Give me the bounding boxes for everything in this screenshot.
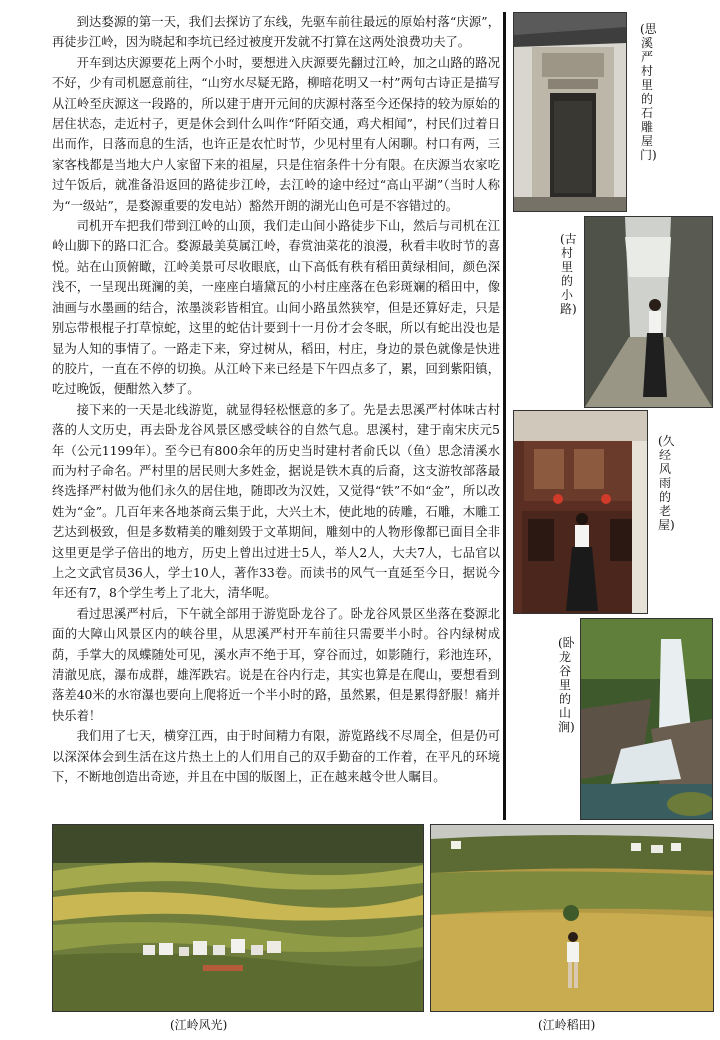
paragraph-2: 开车到达庆源要花上两个小时，要想进入庆源要先翻过江岭，加之山路的路况不好，少有司机愿意前往，“山穷水尽疑无路，柳暗花明又一村”两句古诗正是描写从江岭至庆源这一段路的，所以建于唐开元间的庆源村落至今还保持的较为原始的居住状态，走近村子，更是休会到什么叫作“阡陌交通，鸡犬相闻”，村民们过着日出而作，日落而息的生活，也许正是农忙时节，少见村里有人闲聊。村口有两，三家客栈都是当地大户人家留下来的祖屋，只是住宿条件十分有限。在庆源当农家吃过午饭后，就准备沿返回的路徒步江岭，去江岭的途中经过“高山平湖”（当时人称为“一级站”，是婺源重要的发电站）豁然开朗的湖光山色可是不容错过的。	[52, 55, 500, 213]
caption-village-alley: (古村里的小路)	[560, 232, 577, 316]
paragraph-3: 司机开车把我们带到江岭的山顶，我们走山间小路徒步下山，然后与司机在江岭山脚下的路口汇合。婺源最美莫属江岭，春赏油菜花的浪漫，秋看丰收时节的喜悦。站在山顶俯瞰，江岭美景可尽收眼底，山下高低有秩有稻田黄绿相间，颜色深浅不，一呈现出斑澜的美，一座座白墙黛瓦的小村庄座落在色彩斑斓的稻田中，像油画与水墨画的结合，浓墨淡彩皆相宜。山间小路虽然狭窄，但是还算好走，只是别忘带根棍子打草惊蛇，这里的蛇估计要到十一月份才会冬眠，所以有蛇出没也是显为人知的事情了。一路走下来，穿过树从，稻田，村庄，身边的景色就像是快进的胶片，一直在不停的切换。从江岭下来已经是下午四点多了，累，回到紫阳镇，吃过晚饭，便酣然入梦了。	[52, 219, 500, 397]
photo-stone-gate	[513, 12, 627, 212]
photo-village-alley	[584, 216, 713, 408]
column-divider	[503, 12, 506, 820]
caption-waterfall: (卧龙谷里的山涧)	[558, 636, 575, 734]
photo-jiangling-scenery	[52, 824, 424, 1012]
paragraph-5: 看过思溪严村后，下午就全部用于游览卧龙谷了。卧龙谷风景区坐落在婺源北面的大障山风景区内的峡谷里，从思溪严村开车前往只需要半小时。谷内绿树成荫，手掌大的凤蝶随处可见，溪水声不绝于耳，穿谷而过，如影随行，彩池连环，清澈见底，瀑布成群，雄浑跌宕。说是在谷内行走，其实也算是在爬山，要想看到落差40米的水帘瀑也要向上爬将近一个半小时的路，虽然累，但是累得舒服！痛并快乐着！	[52, 606, 500, 723]
photo-jiangling-rice	[430, 824, 714, 1012]
article-body	[52, 12, 500, 787]
photo-waterfall	[580, 618, 713, 820]
caption-old-house: (久经风雨的老屋)	[658, 434, 675, 532]
caption-stone-gate: (思溪严村里的石雕屋门)	[640, 22, 657, 162]
paragraph-1: 到达婺源的第一天，我们去探访了东线，先驱车前往最远的原始村落“庆源”，再徒步江岭，因为晓起和李坑已经过被度开发就不打算在这两处浪费功夫了。	[52, 15, 500, 50]
paragraph-6: 我们用了七天，横穿江西，由于时间精力有限，游览路线不尽周全，但是仍可以深深体会到生活在这片热土上的人们用自己的双手勤奋的工作着，在平凡的环境下，不断地创造出奇迹，并且在中国的版图上，正在越来越令世人瞩目。	[52, 729, 500, 785]
photo-old-house	[513, 410, 648, 614]
paragraph-4: 接下来的一天是北线游览，就显得轻松惬意的多了。先是去思溪严村体味古村落的人文历史，再去卧龙谷风景区感受峡谷的自然气息。思溪村，建于南宋庆元5年（公元1199年）。至今已有800余年的历史当时建村者俞氏以（鱼）思念清溪水而为村子命名。严村里的居民则大多姓金，据说是铁木真的后裔，这支游牧部落最终选择严村做为他们永久的居住地，随即改为汉姓，又觉得“铁”不如“金”，所以改姓为“金”。几百年来各地茶商云集于此，大兴土木，使此地的砖雕，石雕，木雕工艺达到极致，但是多数精美的雕刻毁于文革期间，雕刻中的人物形像都已面目全非这里更是学子倍出的地方，历史上曾出过进士5人，举人2人，大夫7人，七品官以上之文武官员36人，学士10人，著作33卷。而读书的风气一直延至今日，据说今年还有7，8个学生考上了北大，清华呢。	[52, 402, 500, 601]
caption-jiangling-scenery: (江岭风光)	[170, 1018, 228, 1032]
caption-jiangling-rice: (江岭稻田)	[538, 1018, 596, 1032]
